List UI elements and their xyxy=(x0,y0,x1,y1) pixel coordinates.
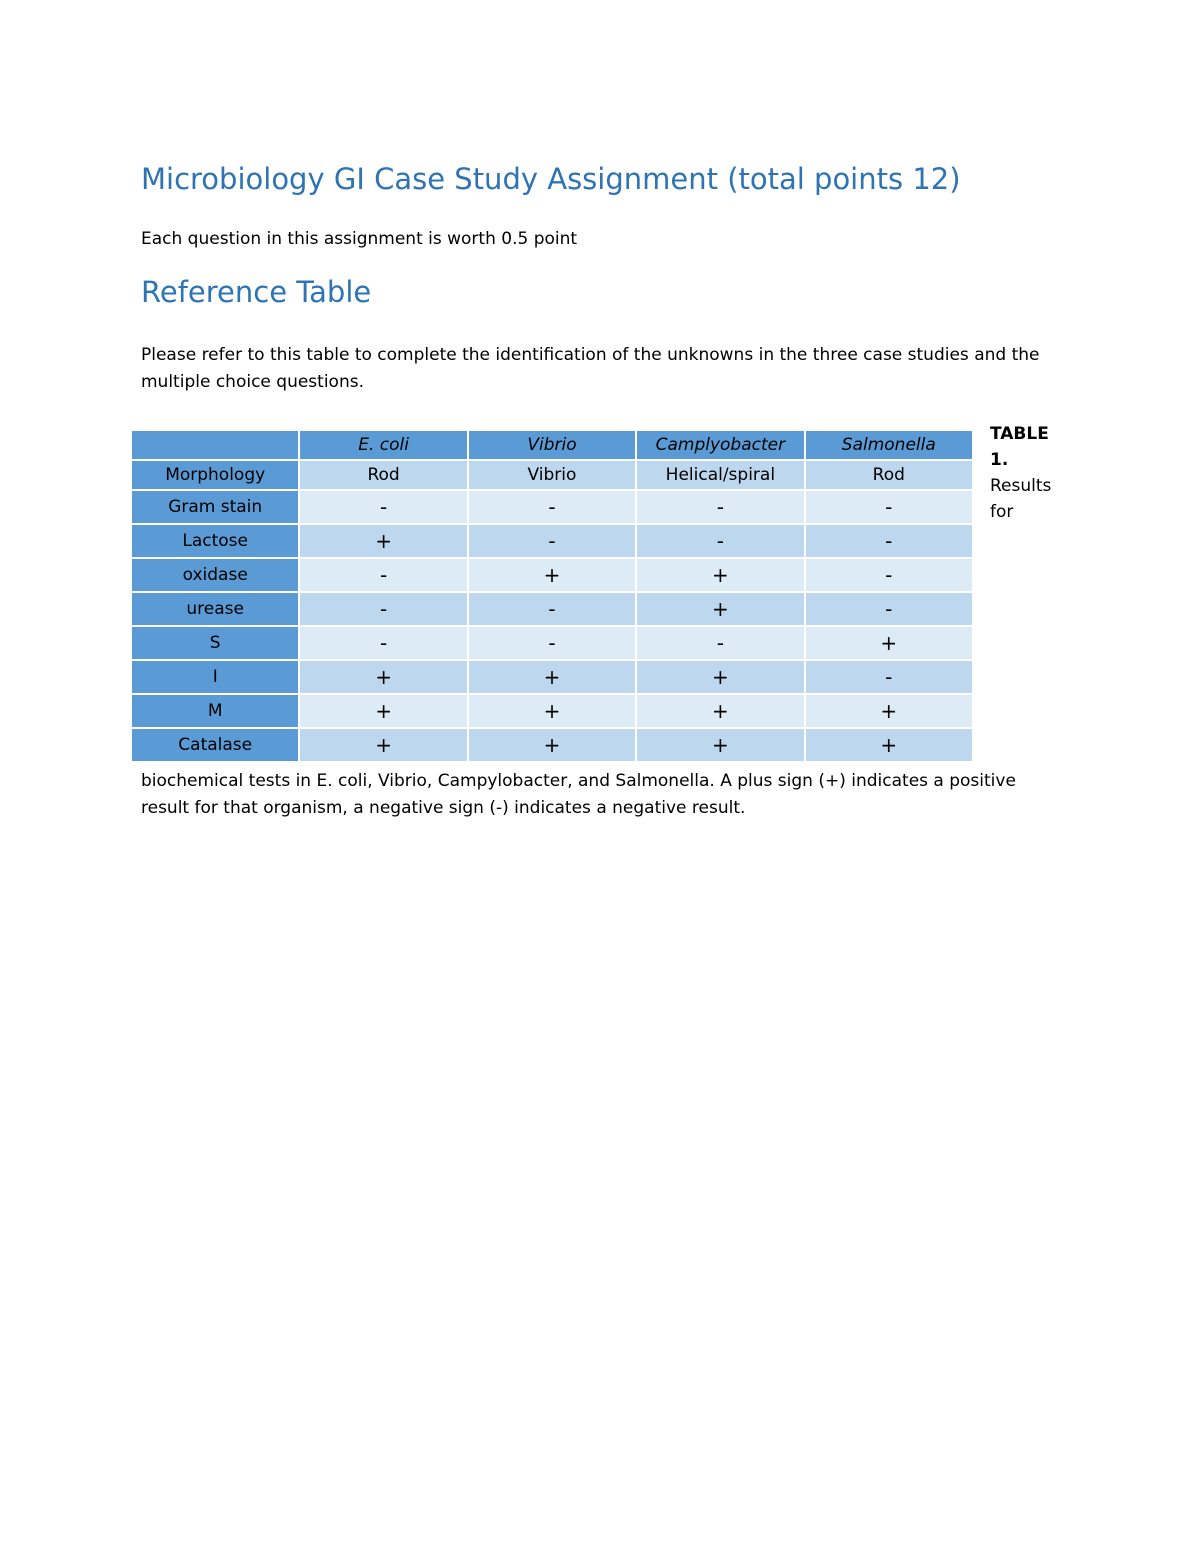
table-cell: + xyxy=(469,559,635,591)
row-label: M xyxy=(132,695,298,727)
table-row xyxy=(132,627,972,659)
table-cell: Rod xyxy=(806,461,972,489)
intro-paragraph: Please refer to this table to complete the identification of the unknowns in the three case studies and the multiple choice questions. xyxy=(141,345,1040,392)
row-label: Morphology xyxy=(132,461,298,489)
column-header: Salmonella xyxy=(806,431,972,459)
table-cell: - xyxy=(637,491,803,523)
table-cell: + xyxy=(637,729,803,761)
row-label: oxidase xyxy=(132,559,298,591)
row-label: Catalase xyxy=(132,729,298,761)
row-label: Lactose xyxy=(132,525,298,557)
table-caption-side xyxy=(990,421,1060,525)
caption-label: TABLE xyxy=(990,424,1049,444)
table-cell: + xyxy=(300,525,466,557)
table-cell: - xyxy=(637,627,803,659)
table-cell: - xyxy=(806,661,972,693)
table-cell: + xyxy=(806,729,972,761)
caption-text-start: for xyxy=(990,502,1014,522)
header-corner-cell xyxy=(132,431,298,459)
table-cell: + xyxy=(469,695,635,727)
table-cell: + xyxy=(469,729,635,761)
table-cell: + xyxy=(637,661,803,693)
row-label: I xyxy=(132,661,298,693)
assignment-note: Each question in this assignment is worth 0.5 point xyxy=(141,229,578,249)
table-row xyxy=(132,593,972,625)
table-cell: + xyxy=(637,559,803,591)
document-title: Microbiology GI Case Study Assignment (total points 12) xyxy=(141,162,961,196)
caption-text-start: Results xyxy=(990,476,1052,496)
table-row xyxy=(132,695,972,727)
table-cell: - xyxy=(637,525,803,557)
table-cell: + xyxy=(300,661,466,693)
row-label: Gram stain xyxy=(132,491,298,523)
table-cell: + xyxy=(806,695,972,727)
column-header: Vibrio xyxy=(469,431,635,459)
table-header-row xyxy=(132,431,972,459)
table-cell: - xyxy=(806,525,972,557)
section-heading: Reference Table xyxy=(141,275,372,309)
table-row xyxy=(132,729,972,761)
caption-number: 1. xyxy=(990,450,1009,470)
table-cell: + xyxy=(637,695,803,727)
table-cell: - xyxy=(300,559,466,591)
table-cell: - xyxy=(806,593,972,625)
table-row xyxy=(132,461,972,489)
table-cell: - xyxy=(469,525,635,557)
column-header: Camplyobacter xyxy=(637,431,803,459)
row-label: urease xyxy=(132,593,298,625)
table-caption-continuation: biochemical tests in E. coli, Vibrio, Campylobacter, and Salmonella. A plus sign (+) indicates a positive result for that organism, a negative sign (-) indicates a negative result. xyxy=(141,771,1016,818)
table-cell: - xyxy=(469,593,635,625)
table-cell: + xyxy=(806,627,972,659)
table-cell: - xyxy=(300,627,466,659)
table-cell: Helical/spiral xyxy=(637,461,803,489)
table-cell: + xyxy=(637,593,803,625)
table-cell: - xyxy=(300,491,466,523)
table-row xyxy=(132,661,972,693)
column-header: E. coli xyxy=(300,431,466,459)
table-row xyxy=(132,559,972,591)
table-cell: Vibrio xyxy=(469,461,635,489)
table-cell: - xyxy=(806,491,972,523)
table-cell: + xyxy=(300,729,466,761)
table-cell: Rod xyxy=(300,461,466,489)
table-cell: + xyxy=(469,661,635,693)
table-cell: - xyxy=(469,627,635,659)
table-cell: - xyxy=(300,593,466,625)
table-row xyxy=(132,525,972,557)
table-cell: - xyxy=(469,491,635,523)
table-cell: - xyxy=(806,559,972,591)
table-cell: + xyxy=(300,695,466,727)
reference-table xyxy=(130,429,974,763)
row-label: S xyxy=(132,627,298,659)
table-row xyxy=(132,491,972,523)
